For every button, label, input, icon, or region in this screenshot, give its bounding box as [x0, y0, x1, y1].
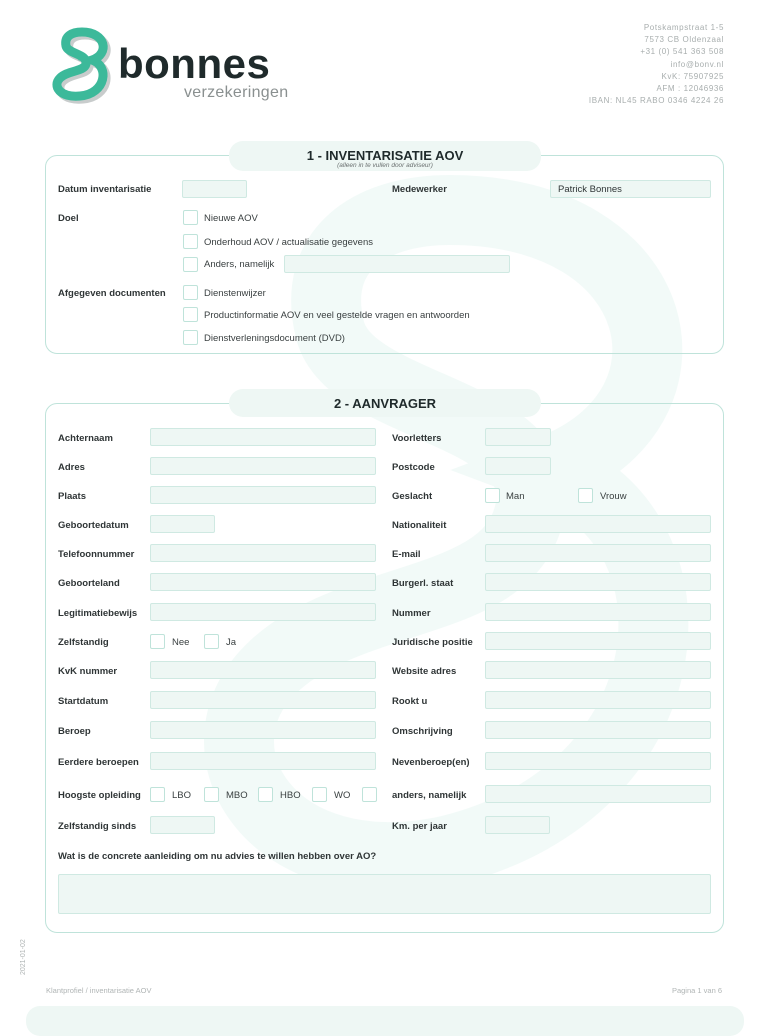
email-label: E-mail [392, 549, 421, 560]
docs-option: Dienstverleningsdocument (DVD) [204, 333, 345, 344]
nevenberoep-field[interactable] [485, 752, 711, 770]
kvk-label: KvK nummer [58, 666, 118, 677]
anders-field[interactable] [284, 255, 510, 273]
footer-left: Klantprofiel / inventarisatie AOV [46, 986, 152, 995]
section-1-subtitle: (alleen in te vullen door adviseur) [337, 162, 433, 169]
opleiding-option: WO [334, 790, 351, 801]
geslacht-label: Geslacht [392, 491, 433, 502]
website-field[interactable] [485, 661, 711, 679]
medewerker-label: Medewerker [392, 184, 447, 195]
telefoonnummer-label: Telefoonnummer [58, 549, 135, 560]
omschrijving-field[interactable] [485, 721, 711, 739]
achternaam-label: Achternaam [58, 433, 113, 444]
geboortedatum-label: Geboortedatum [58, 520, 129, 531]
juridische-positie-field[interactable] [485, 632, 711, 650]
zelfstandig-label: Zelfstandig [58, 637, 109, 648]
nationaliteit-label: Nationaliteit [392, 520, 447, 531]
docs-label: Afgegeven documenten [58, 288, 166, 299]
docs-option: Dienstenwijzer [204, 288, 266, 299]
zelfstandig-sinds-field[interactable] [150, 816, 215, 834]
zelfstandig-option: Nee [172, 637, 190, 648]
address-line: AFM : 12046936 [656, 84, 724, 94]
address-line: info@bonv.nl [670, 59, 724, 69]
zelfstandig-option: Ja [226, 637, 237, 648]
address-line: IBAN: NL45 RABO 0346 4224 26 [588, 96, 724, 106]
nationaliteit-field[interactable] [485, 515, 711, 533]
bottom-bar [26, 1006, 744, 1036]
address-line: Potskampstraat 1-5 [643, 23, 724, 32]
datum-label: Datum inventarisatie [58, 184, 152, 195]
section-2-header [229, 389, 541, 417]
geslacht-option: Vrouw [600, 491, 627, 502]
doel-option: Nieuwe AOV [204, 213, 258, 224]
aanleiding-textarea[interactable] [58, 874, 711, 914]
bonnes-logo-icon [44, 24, 114, 104]
footer-page-number: Pagina 1 van 6 [671, 986, 722, 995]
zelfstandig-sinds-label: Zelfstandig sinds [58, 821, 137, 832]
opleiding-anders-checkbox[interactable] [362, 787, 377, 802]
address-line: 7573 CB Oldenzaal [644, 35, 724, 45]
section-1-header [229, 141, 541, 171]
docs-dienstenwijzer-checkbox[interactable] [183, 285, 198, 300]
aanleiding-question: Wat is de concrete aanleiding om nu advies te willen hebben over AO? [58, 851, 377, 862]
opleiding-mbo-checkbox[interactable] [204, 787, 219, 802]
startdatum-field[interactable] [150, 691, 376, 709]
kvk-field[interactable] [150, 661, 376, 679]
zelfstandig-nee-checkbox[interactable] [150, 634, 165, 649]
opleiding-option: LBO [172, 790, 192, 801]
juridische-positie-label: Juridische positie [392, 637, 473, 648]
km-per-jaar-field[interactable] [485, 816, 550, 834]
address-line: KvK: 75907925 [661, 71, 724, 81]
telefoonnummer-field[interactable] [150, 544, 376, 562]
opleiding-wo-checkbox[interactable] [312, 787, 327, 802]
legitimatiebewijs-label: Legitimatiebewijs [58, 608, 138, 619]
geboortedatum-field[interactable] [150, 515, 215, 533]
geboorteland-field[interactable] [150, 573, 376, 591]
plaats-field[interactable] [150, 486, 376, 504]
beroep-label: Beroep [58, 726, 91, 737]
doel-nieuwe-aov-checkbox[interactable] [183, 210, 198, 225]
adres-field[interactable] [150, 457, 376, 475]
brand-name: bonnes [118, 40, 271, 87]
docs-dvd-checkbox[interactable] [183, 330, 198, 345]
opleiding-lbo-checkbox[interactable] [150, 787, 165, 802]
postcode-label: Postcode [392, 462, 435, 473]
anders-namelijk-field[interactable] [485, 785, 711, 803]
docs-option: Productinformatie AOV en veel gestelde vragen en antwoorden [204, 310, 470, 321]
voorletters-label: Voorletters [392, 433, 442, 444]
burgerlijke-staat-field[interactable] [485, 573, 711, 591]
startdatum-label: Startdatum [58, 696, 109, 707]
achternaam-field[interactable] [150, 428, 376, 446]
brand-subtitle: verzekeringen [184, 84, 289, 101]
rookt-u-label: Rookt u [392, 696, 428, 707]
document-date: 2021-01-02 [20, 939, 27, 975]
address-line: +31 (0) 541 363 508 [640, 47, 724, 57]
doel-anders-checkbox[interactable] [183, 257, 198, 272]
nummer-field[interactable] [485, 603, 711, 621]
beroep-field[interactable] [150, 721, 376, 739]
zelfstandig-ja-checkbox[interactable] [204, 634, 219, 649]
opleiding-option: HBO [280, 790, 301, 801]
eerdere-beroepen-field[interactable] [150, 752, 376, 770]
nummer-label: Nummer [392, 608, 431, 619]
voorletters-field[interactable] [485, 428, 551, 446]
postcode-field[interactable] [485, 457, 551, 475]
anders-namelijk-label: anders, namelijk [392, 790, 467, 801]
km-per-jaar-label: Km. per jaar [392, 821, 447, 832]
nevenberoep-label: Nevenberoep(en) [392, 757, 470, 768]
datum-field[interactable] [182, 180, 247, 198]
legitimatiebewijs-field[interactable] [150, 603, 376, 621]
section-1-title: 1 - INVENTARISATIE AOV [306, 148, 464, 163]
hoogste-opleiding-label: Hoogste opleiding [58, 790, 141, 801]
doel-option: Onderhoud AOV / actualisatie gegevens [204, 237, 374, 248]
burgerlijke-staat-label: Burgerl. staat [392, 578, 454, 589]
omschrijving-label: Omschrijving [392, 726, 453, 737]
plaats-label: Plaats [58, 491, 86, 502]
website-label: Website adres [392, 666, 457, 677]
email-field[interactable] [485, 544, 711, 562]
doel-option: Anders, namelijk [204, 259, 275, 270]
opleiding-option: MBO [226, 790, 248, 801]
opleiding-hbo-checkbox[interactable] [258, 787, 273, 802]
eerdere-beroepen-label: Eerdere beroepen [58, 757, 139, 768]
medewerker-field[interactable]: Patrick Bonnes [550, 180, 711, 198]
geslacht-vrouw-checkbox[interactable] [578, 488, 593, 503]
rookt-u-field[interactable] [485, 691, 711, 709]
adres-label: Adres [58, 462, 85, 473]
doel-onderhoud-checkbox[interactable] [183, 234, 198, 249]
company-address [589, 22, 724, 107]
docs-productinfo-checkbox[interactable] [183, 307, 198, 322]
doel-label: Doel [58, 213, 79, 224]
geslacht-option: Man [506, 491, 525, 502]
geboorteland-label: Geboorteland [58, 578, 120, 589]
section-2-title: 2 - AANVRAGER [333, 396, 437, 411]
geslacht-man-checkbox[interactable] [485, 488, 500, 503]
